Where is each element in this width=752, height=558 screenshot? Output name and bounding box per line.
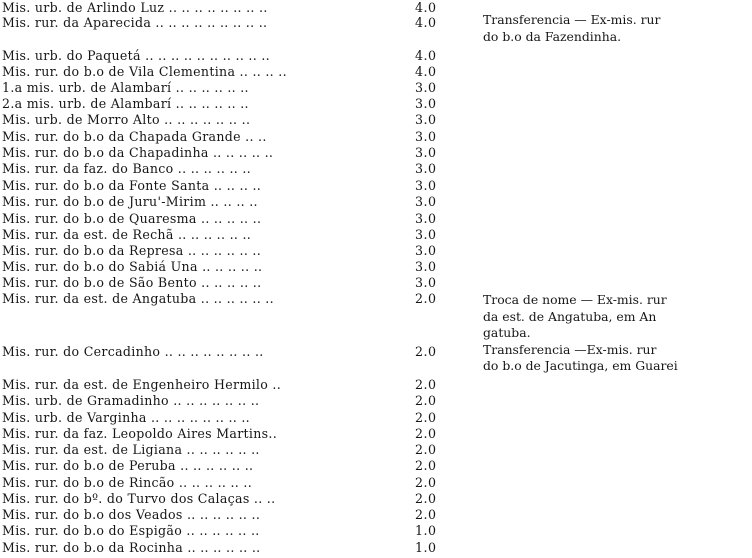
note-line: Troca de nome — Ex-mis. rur <box>483 292 667 307</box>
entry-value: 2.0 <box>415 410 437 425</box>
list-item <box>0 291 460 307</box>
entry-value: 2.0 <box>415 442 437 457</box>
list-item <box>0 194 460 210</box>
entry-value: 2.0 <box>415 507 437 522</box>
entry-name: Mis. urb. de Gramadinho .. .. .. .. .. .. .. <box>2 393 260 408</box>
list-item <box>0 211 460 227</box>
entry-name: Mis. rur. do b.o da Rocinha .. .. .. .. .. .. <box>2 540 261 555</box>
list-item <box>0 393 460 409</box>
entry-value: 3.0 <box>415 112 437 127</box>
entry-name: Mis. rur. do Cercadinho .. .. .. .. .. .. .. .. <box>2 344 264 359</box>
entry-name: Mis. rur. do b.o de Juru'-Mirim .. .. .. .. <box>2 194 258 209</box>
list-item <box>0 458 460 474</box>
entry-name: Mis. rur. da faz. do Banco .. .. .. .. .. .. <box>2 161 251 176</box>
entry-name: Mis. rur. da Aparecida .. .. .. .. .. .. .. .. .. <box>2 15 268 30</box>
entry-value: 3.0 <box>415 178 437 193</box>
entry-name: Mis. rur. do b.o dos Veados .. .. .. .. .. .. <box>2 507 261 522</box>
note-line: do b.o da Fazendinha. <box>483 28 622 44</box>
list-item <box>0 227 460 243</box>
entry-name: Mis. rur. do b.o da Chapadinha .. .. .. .. .. <box>2 145 274 160</box>
entry-name: Mis. urb. do Paquetá .. .. .. .. .. .. .. .. .. .. <box>2 48 270 63</box>
entry-value: 2.0 <box>415 426 437 441</box>
list-item <box>0 48 460 64</box>
entry-name: Mis. rur. do b.o da Chapada Grande .. .. <box>2 129 267 144</box>
entry-name: Mis. rur. da est. de Engenheiro Hermilo .. <box>2 377 282 392</box>
entry-value: 2.0 <box>415 458 437 473</box>
list-item <box>0 112 460 128</box>
list-item <box>0 161 460 177</box>
list-item <box>0 540 460 556</box>
entry-name: Mis. urb. de Varginha .. .. .. .. .. .. .. .. <box>2 410 250 425</box>
list-item <box>0 377 460 393</box>
entry-name: 1.a mis. urb. de Alambarí .. .. .. .. .. .. <box>2 80 249 95</box>
list-item <box>0 344 460 360</box>
entry-value: 3.0 <box>415 243 437 258</box>
entry-name: Mis. rur. do b.o do Sabiá Una .. .. .. .. .. <box>2 259 263 274</box>
entry-name: Mis. rur. da est. de Angatuba .. .. .. .. .. .. <box>2 291 274 306</box>
list-item <box>0 275 460 291</box>
margin-note <box>483 12 660 45</box>
list-item <box>0 507 460 523</box>
entry-value: 4.0 <box>415 0 437 15</box>
list-item <box>0 259 460 275</box>
list-item <box>0 475 460 491</box>
note-line: da est. de Angatuba, em An <box>483 308 657 324</box>
list-item <box>0 178 460 194</box>
entry-value: 3.0 <box>415 161 437 176</box>
entry-value: 3.0 <box>415 129 437 144</box>
entry-value: 3.0 <box>415 80 437 95</box>
entry-name: Mis. rur. do b.o de Vila Clementina .. .. .. .. <box>2 64 287 79</box>
entry-name: Mis. urb. de Morro Alto .. .. .. .. .. .. .. <box>2 112 251 127</box>
entry-value: 2.0 <box>415 377 437 392</box>
entry-name: Mis. rur. do b.o da Represa .. .. .. .. .. .. <box>2 243 262 258</box>
entry-value: 2.0 <box>415 393 437 408</box>
entry-value: 1.0 <box>415 523 437 538</box>
list-item <box>0 426 460 442</box>
entry-name: Mis. rur. do b.o do Espigão .. .. .. .. .. .. <box>2 523 260 538</box>
entry-value: 2.0 <box>415 344 437 359</box>
entry-name: Mis. rur. do bº. do Turvo dos Calaças .. .. <box>2 491 276 506</box>
entry-value: 2.0 <box>415 291 437 306</box>
list-item <box>0 243 460 259</box>
entry-value: 3.0 <box>415 227 437 242</box>
entry-value: 1.0 <box>415 540 437 555</box>
list-item <box>0 410 460 426</box>
entry-name: Mis. rur. da est. de Ligiana .. .. .. .. .. .. <box>2 442 260 457</box>
entry-value: 3.0 <box>415 211 437 226</box>
entry-value: 3.0 <box>415 194 437 209</box>
list-item <box>0 145 460 161</box>
list-item <box>0 96 460 112</box>
list-item <box>0 80 460 96</box>
entry-value: 3.0 <box>415 275 437 290</box>
entry-value: 4.0 <box>415 64 437 79</box>
entry-value: 3.0 <box>415 259 437 274</box>
note-line: gatuba. <box>483 325 531 340</box>
list-item <box>0 491 460 507</box>
entry-value: 4.0 <box>415 48 437 63</box>
entry-value: 3.0 <box>415 96 437 111</box>
entry-value: 3.0 <box>415 145 437 160</box>
entry-value: 2.0 <box>415 491 437 506</box>
entry-value: 4.0 <box>415 15 437 30</box>
entry-name: Mis. rur. do b.o de Rincão .. .. .. .. .. .. <box>2 475 253 490</box>
list-item <box>0 129 460 145</box>
note-line: do b.o de Jacutinga, em Guarei <box>483 358 678 373</box>
entry-name: Mis. urb. de Arlindo Luz .. .. .. .. .. .. .. .. <box>2 0 268 15</box>
entry-name: Mis. rur. da faz. Leopoldo Aires Martins.. <box>2 426 278 441</box>
entry-value: 2.0 <box>415 475 437 490</box>
list-item <box>0 523 460 539</box>
entry-name: Mis. rur. do b.o de Quaresma .. .. .. .. .. <box>2 211 262 226</box>
entry-name: Mis. rur. do b.o de Peruba .. .. .. .. .. .. <box>2 458 254 473</box>
note-line: Transferencia — Ex-mis. rur <box>483 12 661 27</box>
margin-note <box>483 292 678 375</box>
entry-name: Mis. rur. do b.o da Fonte Santa .. .. .. .. <box>2 178 262 193</box>
list-item <box>0 15 460 31</box>
note-line: Transferencia —Ex-mis. rur <box>483 341 657 357</box>
list-item <box>0 442 460 458</box>
list-item <box>0 64 460 80</box>
list-item <box>0 0 460 16</box>
entry-name: Mis. rur. da est. de Rechã .. .. .. .. .. .. <box>2 227 252 242</box>
entry-name: 2.a mis. urb. de Alambarí .. .. .. .. .. .. <box>2 96 249 111</box>
entry-name: Mis. rur. do b.o de São Bento .. .. .. .. .. <box>2 275 262 290</box>
